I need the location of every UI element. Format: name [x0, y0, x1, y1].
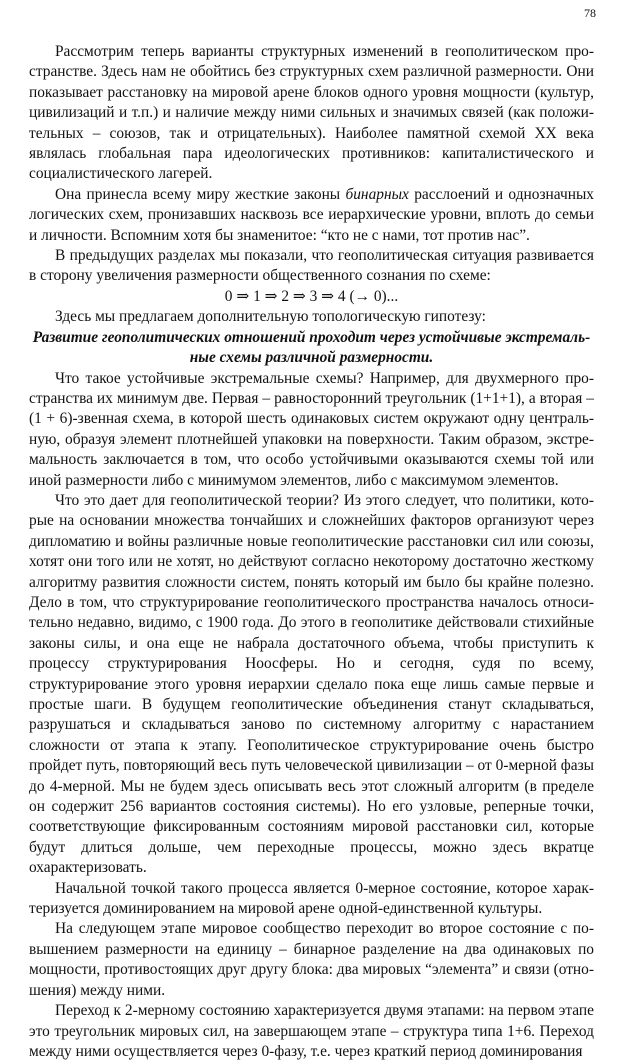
paragraph-9: Переход к 2-мерному состоянию характеризуется двумя этапами: на первом этапе это треугольник мировых сил, на завершающем этапе – структура типа 1+6. Переход между ними осуществляется через 0-фазу, т.е. через краткий период доминирования — [29, 1002, 594, 1060]
paragraph-4: Здесь мы предлагаем дополнительную топологическую гипотезу: — [55, 308, 486, 326]
paragraph-6: Что это дает для геополитической теории? Из этого следует, что политики, которые на основании множества тончайших и сложнейших факторов организуют через дипломатию и войны различные новые геополитические расстановки сил или союзы, хотят они того или не хотят, но действуют согласно некоторому достаточно жесткому алгоритму развития сложности систем, понять который им было бы крайне полезно. Дело в том, что структурирование геополитического пространства началось относительно недавно, видимо, с 1900 года. До этого в геополитике действовали стихийные законы силы, и она еще не набрала достаточного объема, чтобы приступить к процессу структурирования Ноосферы. Но и сегодня, судя по всему, структурирование этого уровня иерархии сделало пока еще лишь самые первые и простые шаги. В будущем геополитические объединения станут складываться, разрушаться и складываться заново по системному алгоритму с нарастанием сложности от этапа к этапу. Геополитическое структурирование очень быстро пройдет путь, повторяющий весь путь человеческой цивилизации – от 0-мерной фазы до 4-мерной. Мы не будем здесь описывать весь этот сложный алгоритм (в пределе он содержит 256 вариантов состояния системы). Но его узловые, реперные точки, соответствующие фиксированным состояниям мировой расстановки сил, которые будут длиться дольше, чем переходные процессы, можно здесь вкратце охарактеризовать. — [29, 491, 594, 877]
paragraph-2-end: расслоений и однозначных логических схем, пронизавших насквозь все иерархические уровни, вплоть до семьи и личности. Вспомним хотя бы знаменитое: “кто не с нами, тот против нас”. — [29, 185, 594, 244]
paragraph-1: Рассмотрим теперь варианты структурных изменений в геополитическом пространстве. Здесь нам не обойтись без структурных схем различной размерности. Они показывает расстановку на мировой арене блоков одного уровня мощности (культур, цивилизаций и т.п.) и наличие между ними сильных и значимых связей (как положительных – союзов, так и отрицательных). Наиболее памятной схемой XX века являлась глобальная пара идеологических противников: капиталистического и социалистического лагерей. — [29, 43, 594, 183]
paragraph-3: В предыдущих разделах мы показали, что геополитическая ситуация развивается в сторону увеличения размерности общественного сознания по схеме: — [29, 247, 594, 285]
paragraph-8: На следующем этапе мировое сообщество переходит во второе состояние с повышением размерности на единицу – бинарное разделение на два одинаковых по мощности, противостоящих друг другу блока: два мировых “элемента” и связи (отношения) между ними. — [29, 920, 594, 999]
paragraph-7: Начальной точкой такого процесса является 0-мерное состояние, которое характеризуется доминированием на мировой арене одной-единственной культуры. — [29, 879, 594, 918]
paragraph-5: Что такое устойчивые экстремальные схемы? Например, для двухмерного пространства их минимум две. Первая – равносторонний треугольник (1+1+1), а вторая – (1 + 6)-звенная схема, в которой шесть одинаковых систем окружают одну центральную, образуя элемент плотнейшей упаковки на поверхности. Таким образом, экстремальность заключается в том, что особо устойчивыми оказываются схемы той или иной размерности либо с минимумом элементов, либо с максимумом элементов. — [29, 369, 594, 489]
formula: 0 ⇒ 1 ⇒ 2 ⇒ 3 ⇒ 4 (→ 0)... — [224, 287, 399, 305]
paragraph-2-start: Она принесла всему миру жесткие законы — [55, 185, 346, 203]
hypothesis: Развитие геополитических отношений проходит через устойчивые экстремальные схемы различной размерности. — [32, 328, 591, 367]
paragraph-2 — [29, 185, 594, 246]
page-number: 78 — [584, 6, 596, 20]
italic-term: бинарных — [345, 185, 409, 203]
